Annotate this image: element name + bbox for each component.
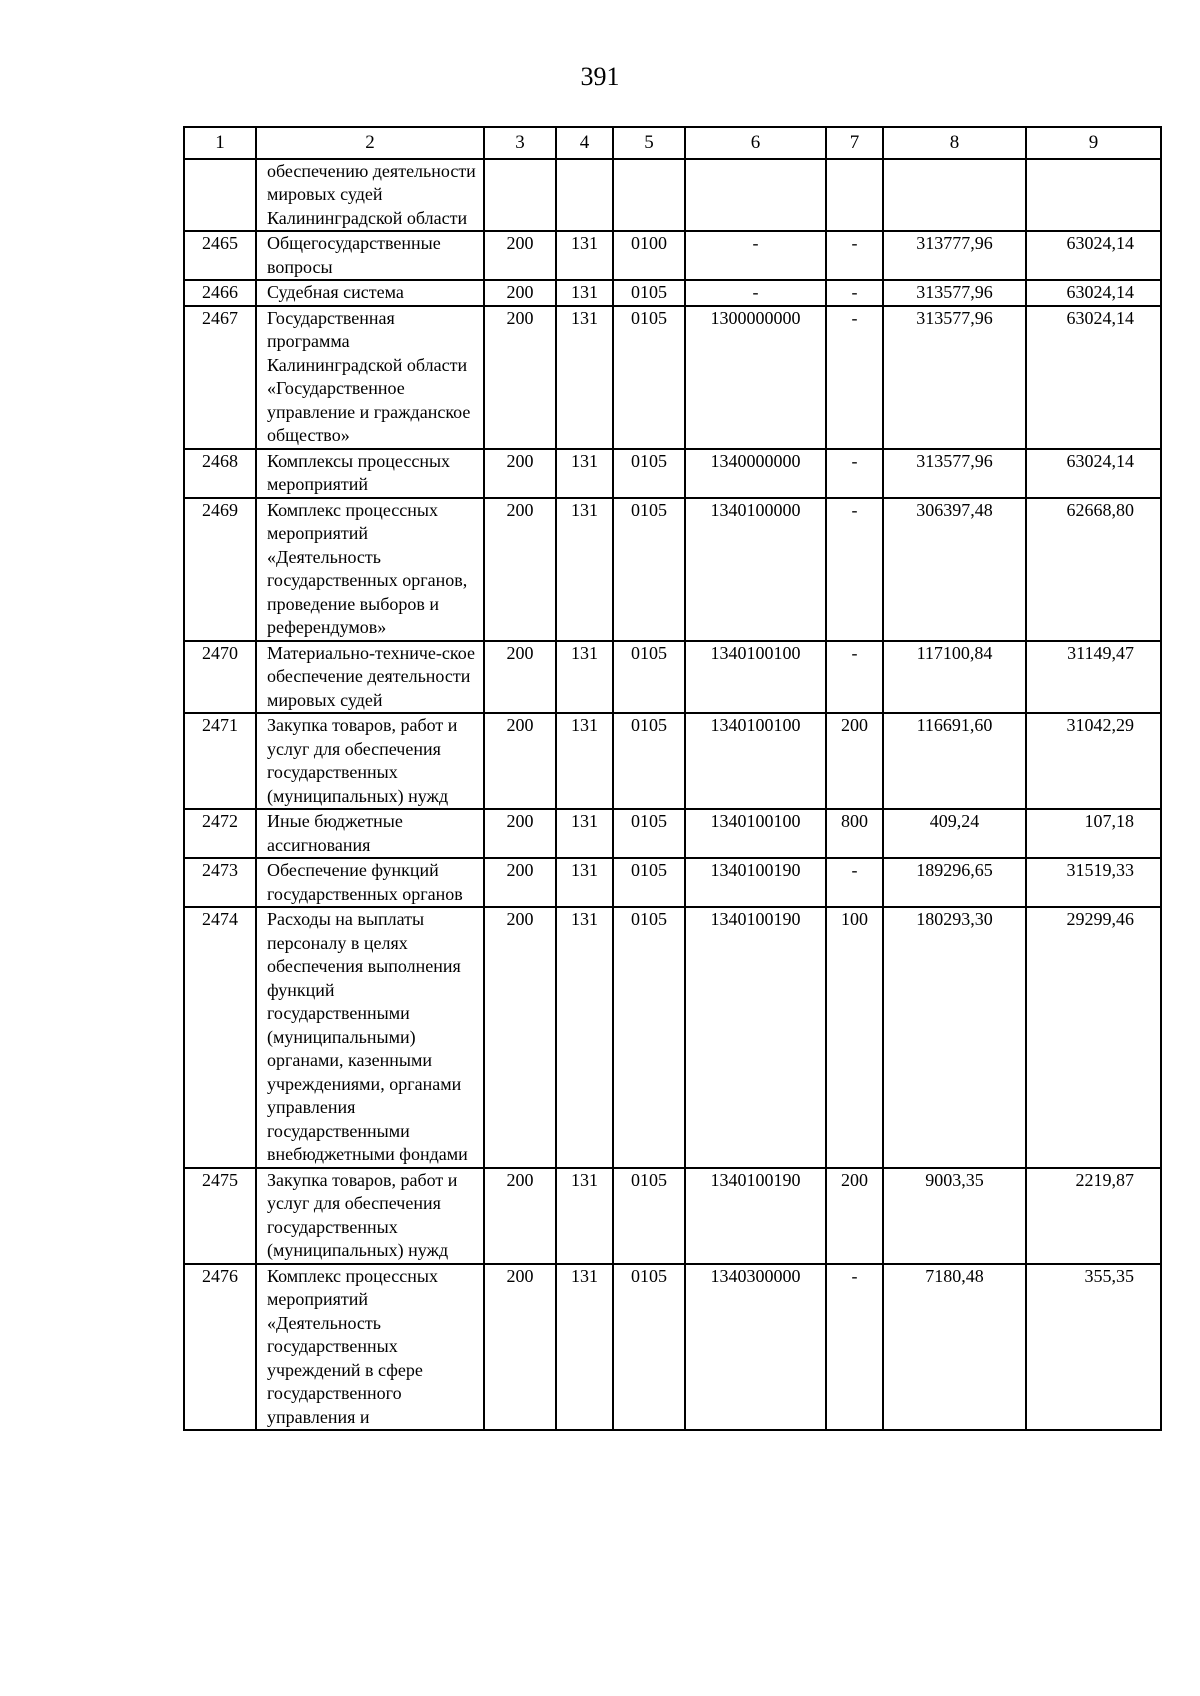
amount-cell: 313577,96 xyxy=(883,306,1026,449)
section-code-cell: 0105 xyxy=(613,907,685,1168)
row-number-cell: 2467 xyxy=(184,306,256,449)
code-4-cell: 131 xyxy=(556,858,613,907)
code-3-cell: 200 xyxy=(484,231,556,280)
target-article-cell: - xyxy=(685,280,826,306)
code-4-cell xyxy=(556,159,613,232)
table-row xyxy=(184,498,1161,641)
amount-cell: 117100,84 xyxy=(883,641,1026,714)
amount-2-cell: 63024,14 xyxy=(1026,280,1161,306)
amount-2-cell: 31519,33 xyxy=(1026,858,1161,907)
row-number-cell: 2471 xyxy=(184,713,256,809)
header-cell: 5 xyxy=(613,127,685,159)
amount-2-cell: 31042,29 xyxy=(1026,713,1161,809)
code-3-cell: 200 xyxy=(484,306,556,449)
code-3-cell: 200 xyxy=(484,809,556,858)
code-3-cell: 200 xyxy=(484,498,556,641)
section-code-cell: 0105 xyxy=(613,280,685,306)
row-number-cell: 2466 xyxy=(184,280,256,306)
section-code-cell: 0105 xyxy=(613,641,685,714)
header-row xyxy=(184,127,1161,159)
code-3-cell xyxy=(484,159,556,232)
header-cell: 7 xyxy=(826,127,883,159)
code-3-cell: 200 xyxy=(484,713,556,809)
row-number-cell: 2465 xyxy=(184,231,256,280)
amount-cell: 306397,48 xyxy=(883,498,1026,641)
table-row xyxy=(184,280,1161,306)
row-number-cell: 2470 xyxy=(184,641,256,714)
amount-cell: 313577,96 xyxy=(883,280,1026,306)
table-row xyxy=(184,231,1161,280)
expense-type-cell: - xyxy=(826,498,883,641)
target-article-cell: 1300000000 xyxy=(685,306,826,449)
code-4-cell: 131 xyxy=(556,713,613,809)
table-row xyxy=(184,1264,1161,1431)
row-number-cell: 2472 xyxy=(184,809,256,858)
code-3-cell: 200 xyxy=(484,858,556,907)
section-code-cell: 0105 xyxy=(613,809,685,858)
expense-type-cell: - xyxy=(826,231,883,280)
header-cell: 4 xyxy=(556,127,613,159)
expense-type-cell: - xyxy=(826,280,883,306)
section-code-cell: 0100 xyxy=(613,231,685,280)
row-number-cell: 2473 xyxy=(184,858,256,907)
amount-cell: 409,24 xyxy=(883,809,1026,858)
row-number-cell: 2475 xyxy=(184,1168,256,1264)
row-number-cell: 2476 xyxy=(184,1264,256,1431)
table-row xyxy=(184,713,1161,809)
target-article-cell: 1340100100 xyxy=(685,713,826,809)
page-number: 391 xyxy=(580,62,620,91)
code-3-cell: 200 xyxy=(484,907,556,1168)
amount-2-cell: 107,18 xyxy=(1026,809,1161,858)
header-cell: 3 xyxy=(484,127,556,159)
target-article-cell: 1340100000 xyxy=(685,498,826,641)
target-article-cell: 1340000000 xyxy=(685,449,826,498)
description-cell: Расходы на выплаты персоналу в целях обеспечения выполнения функций государственными (муниципальными) органами, казенными учреждениями, органами управления государственными внебюджетными фондами xyxy=(256,907,484,1168)
code-4-cell: 131 xyxy=(556,1168,613,1264)
amount-2-cell: 63024,14 xyxy=(1026,449,1161,498)
target-article-cell xyxy=(685,159,826,232)
amount-2-cell: 31149,47 xyxy=(1026,641,1161,714)
section-code-cell: 0105 xyxy=(613,498,685,641)
description-cell: Обеспечение функций государственных органов xyxy=(256,858,484,907)
description-cell: Комплекс процессных мероприятий «Деятельность государственных учреждений в сфере государственного управления и xyxy=(256,1264,484,1431)
section-code-cell: 0105 xyxy=(613,306,685,449)
code-4-cell: 131 xyxy=(556,809,613,858)
amount-cell: 313577,96 xyxy=(883,449,1026,498)
amount-2-cell: 2219,87 xyxy=(1026,1168,1161,1264)
table-row xyxy=(184,907,1161,1168)
header-cell: 6 xyxy=(685,127,826,159)
amount-cell: 180293,30 xyxy=(883,907,1026,1168)
amount-cell: 7180,48 xyxy=(883,1264,1026,1431)
expense-type-cell: 200 xyxy=(826,713,883,809)
code-3-cell: 200 xyxy=(484,641,556,714)
code-3-cell: 200 xyxy=(484,280,556,306)
amount-2-cell: 29299,46 xyxy=(1026,907,1161,1168)
amount-2-cell: 62668,80 xyxy=(1026,498,1161,641)
expense-type-cell: - xyxy=(826,1264,883,1431)
target-article-cell: 1340100190 xyxy=(685,1168,826,1264)
code-3-cell: 200 xyxy=(484,1168,556,1264)
table-row xyxy=(184,858,1161,907)
description-cell: Судебная система xyxy=(256,280,484,306)
code-4-cell: 131 xyxy=(556,231,613,280)
expense-type-cell: 100 xyxy=(826,907,883,1168)
table-row xyxy=(184,809,1161,858)
table-row xyxy=(184,306,1161,449)
amount-cell: 116691,60 xyxy=(883,713,1026,809)
amount-2-cell: 355,35 xyxy=(1026,1264,1161,1431)
code-4-cell: 131 xyxy=(556,449,613,498)
target-article-cell: 1340300000 xyxy=(685,1264,826,1431)
target-article-cell: 1340100190 xyxy=(685,907,826,1168)
section-code-cell: 0105 xyxy=(613,1168,685,1264)
code-4-cell: 131 xyxy=(556,498,613,641)
description-cell: Иные бюджетные ассигнования xyxy=(256,809,484,858)
amount-2-cell xyxy=(1026,159,1161,232)
target-article-cell: 1340100100 xyxy=(685,641,826,714)
row-number-cell: 2474 xyxy=(184,907,256,1168)
table-row xyxy=(184,159,1161,232)
target-article-cell: - xyxy=(685,231,826,280)
row-number-cell xyxy=(184,159,256,232)
table-row xyxy=(184,641,1161,714)
expense-type-cell: 200 xyxy=(826,1168,883,1264)
amount-2-cell: 63024,14 xyxy=(1026,231,1161,280)
description-cell: Государственная программа Калининградской области «Государственное управление и гражданское общество» xyxy=(256,306,484,449)
target-article-cell: 1340100190 xyxy=(685,858,826,907)
header-cell: 1 xyxy=(184,127,256,159)
expense-type-cell: 800 xyxy=(826,809,883,858)
row-number-cell: 2468 xyxy=(184,449,256,498)
expense-type-cell: - xyxy=(826,449,883,498)
row-number-cell: 2469 xyxy=(184,498,256,641)
code-3-cell: 200 xyxy=(484,1264,556,1431)
code-4-cell: 131 xyxy=(556,1264,613,1431)
expense-type-cell: - xyxy=(826,306,883,449)
budget-table xyxy=(183,126,1162,1431)
description-cell: обеспечению деятельности мировых судей Калининградской области xyxy=(256,159,484,232)
section-code-cell xyxy=(613,159,685,232)
section-code-cell: 0105 xyxy=(613,858,685,907)
header-cell: 9 xyxy=(1026,127,1161,159)
description-cell: Материально-техниче-ское обеспечение деятельности мировых судей xyxy=(256,641,484,714)
code-4-cell: 131 xyxy=(556,306,613,449)
section-code-cell: 0105 xyxy=(613,1264,685,1431)
description-cell: Закупка товаров, работ и услуг для обеспечения государственных (муниципальных) нужд xyxy=(256,713,484,809)
expense-type-cell xyxy=(826,159,883,232)
section-code-cell: 0105 xyxy=(613,449,685,498)
amount-cell: 9003,35 xyxy=(883,1168,1026,1264)
header-cell: 2 xyxy=(256,127,484,159)
expense-type-cell: - xyxy=(826,858,883,907)
table-row xyxy=(184,449,1161,498)
description-cell: Комплекс процессных мероприятий «Деятельность государственных органов, проведение выборов и референдумов» xyxy=(256,498,484,641)
description-cell: Закупка товаров, работ и услуг для обеспечения государственных (муниципальных) нужд xyxy=(256,1168,484,1264)
target-article-cell: 1340100100 xyxy=(685,809,826,858)
code-4-cell: 131 xyxy=(556,641,613,714)
table-row xyxy=(184,1168,1161,1264)
amount-cell: 313777,96 xyxy=(883,231,1026,280)
code-3-cell: 200 xyxy=(484,449,556,498)
description-cell: Комплексы процессных мероприятий xyxy=(256,449,484,498)
code-4-cell: 131 xyxy=(556,280,613,306)
header-cell: 8 xyxy=(883,127,1026,159)
description-cell: Общегосударственные вопросы xyxy=(256,231,484,280)
code-4-cell: 131 xyxy=(556,907,613,1168)
amount-cell: 189296,65 xyxy=(883,858,1026,907)
expense-type-cell: - xyxy=(826,641,883,714)
section-code-cell: 0105 xyxy=(613,713,685,809)
amount-2-cell: 63024,14 xyxy=(1026,306,1161,449)
amount-cell xyxy=(883,159,1026,232)
